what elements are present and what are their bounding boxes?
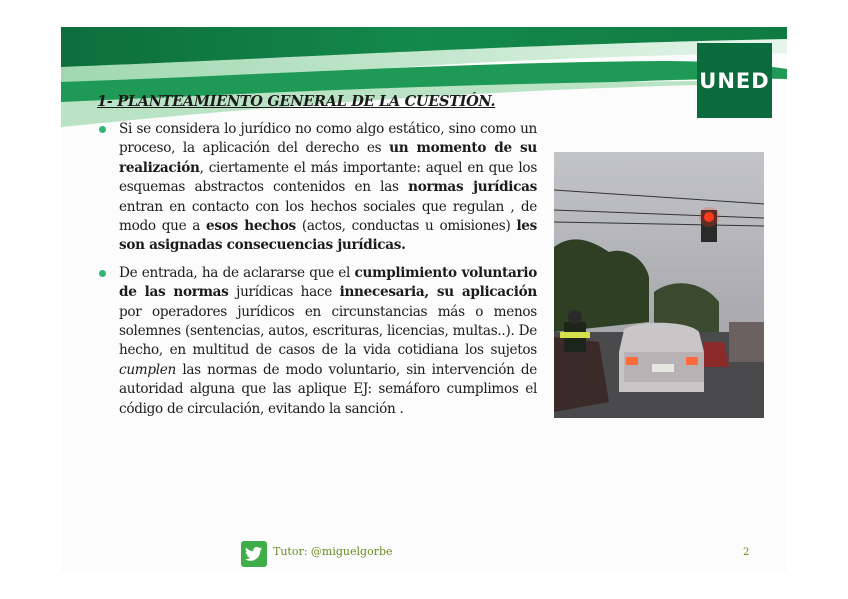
slide-heading: 1- PLANTEAMIENTO GENERAL DE LA CUESTIÓN. xyxy=(97,93,496,110)
bullet-dot-icon xyxy=(99,126,106,133)
slide xyxy=(61,27,787,572)
text-run: normas jurídicas xyxy=(408,179,537,196)
traffic-light-photo xyxy=(554,152,764,418)
bullet-list xyxy=(97,120,537,427)
text-run: entran en contacto con los hechos sociales que regulan , de modo que a xyxy=(119,198,537,235)
uned-logo: UNED xyxy=(697,43,772,118)
text-run: por operadores jurídicos en circunstancias más o menos solemnes (sentencias, autos, escrituras, licencias, multas..). De hecho, en multitud de casos de la vida cotidiana los sujetos xyxy=(119,303,537,359)
text-run: las normas de modo voluntario, sin intervención de autoridad alguna que las aplique EJ: semáforo cumplimos el código de circulación, evitando la sanción . xyxy=(119,361,537,417)
text-run: esos hechos xyxy=(206,218,296,235)
bullet-item-1 xyxy=(97,120,537,256)
bullet-text-2 xyxy=(119,265,537,417)
bullet-text-1 xyxy=(119,121,537,253)
text-run: cumplen xyxy=(119,361,177,378)
text-run: jurídicas hace xyxy=(228,284,340,301)
text-run: innecesaria, su aplicación xyxy=(339,284,537,301)
text-run: un momento de su realización xyxy=(119,140,537,176)
text-run: Si se considera lo jurídico no como algo estático, sino como un proceso, la aplicación del derecho es xyxy=(119,121,537,157)
text-run: De entrada, ha de aclararse que el xyxy=(119,264,355,281)
text-run: , ciertamente el más importante: aquel en que los esquemas abstractos contenidos en las xyxy=(119,159,537,196)
bullet-item-2 xyxy=(97,264,537,419)
text-run: cumplimiento voluntario de las normas xyxy=(119,264,537,301)
text-run: les son asignadas consecuencias jurídicas. xyxy=(119,218,538,254)
bullet-dot-icon xyxy=(99,270,106,277)
footer-tutor-handle: Tutor: @miguelgorbe xyxy=(273,545,393,558)
page-number: 2 xyxy=(743,547,750,558)
text-run: (actos, conductas u omisiones) xyxy=(295,218,517,235)
twitter-bird-icon xyxy=(241,541,267,567)
